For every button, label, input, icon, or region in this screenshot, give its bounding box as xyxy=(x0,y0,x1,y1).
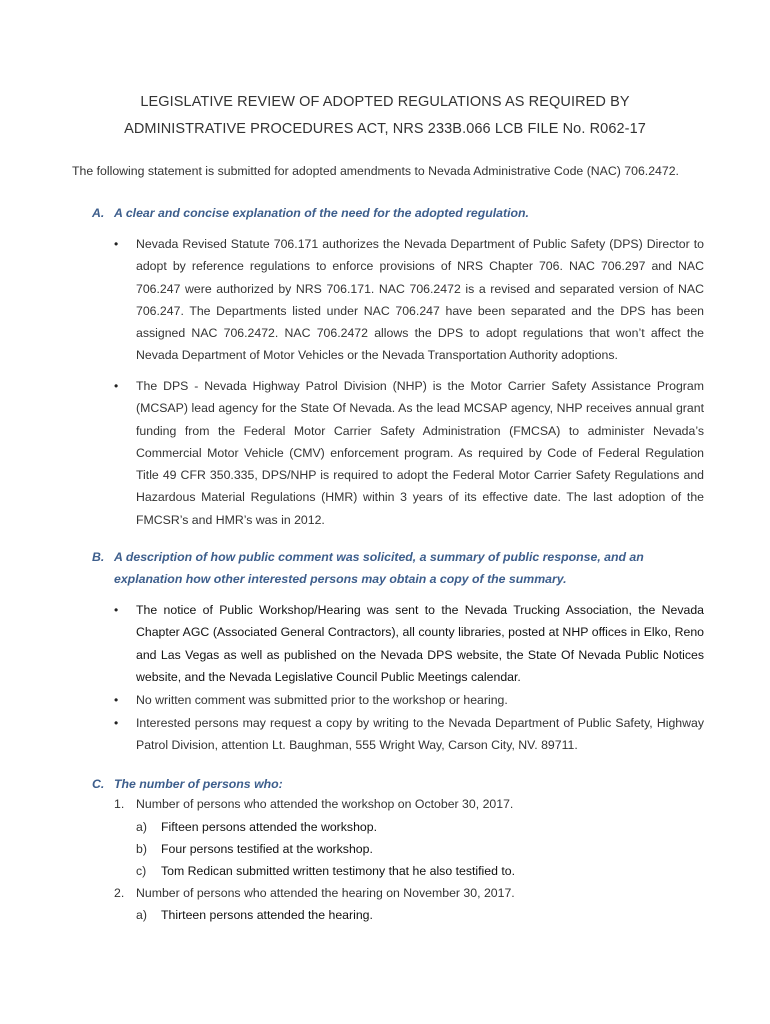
item-number: 1. xyxy=(114,797,125,811)
sub-text: Four persons testified at the workshop. xyxy=(161,842,373,856)
section-a-heading xyxy=(92,202,712,224)
bullet-icon: • xyxy=(114,716,119,730)
section-c-item-1-sub-a xyxy=(136,820,696,834)
section-b-letter: B. xyxy=(92,550,105,564)
section-b-bullet-2-text: No written comment was submitted prior to the workshop or hearing. xyxy=(136,693,508,707)
section-b-bullet-2 xyxy=(114,689,704,711)
sub-text: Fifteen persons attended the workshop. xyxy=(161,820,378,834)
section-b-bullet-3-text: Interested persons may request a copy by writing to the Nevada Department of Public Safety, Highway Patrol Division, attention Lt. Baughman, 555 Wright Way, Carson City, NV. 89711. xyxy=(136,716,704,753)
section-c-item-2-text: Number of persons who attended the hearing on November 30, 2017. xyxy=(136,886,515,900)
section-a-heading-text: A clear and concise explanation of the need for the adopted regulation. xyxy=(114,206,529,220)
section-c-heading-text: The number of persons who: xyxy=(114,777,283,791)
section-a-letter: A. xyxy=(92,206,105,220)
bullet-icon: • xyxy=(114,237,119,251)
sub-letter: a) xyxy=(136,820,147,834)
sub-letter: c) xyxy=(136,864,147,878)
section-c-item-2 xyxy=(114,886,714,900)
section-c-item-1-sub-b xyxy=(136,842,696,856)
document-title-line-1: LEGISLATIVE REVIEW OF ADOPTED REGULATIONS AS REQUIRED BY xyxy=(140,94,630,110)
section-b-heading xyxy=(92,546,712,590)
section-a-bullet-1 xyxy=(114,233,704,367)
section-a-bullet-2-text: The DPS - Nevada Highway Patrol Division (NHP) is the Motor Carrier Safety Assistance Program (MCSAP) lead agency for the State Of Nevada. As the lead MCSAP agency, NHP receives annual grant funding from the Federal Motor Carrier Safety Administration (FMCSA) to administer Nevada’s Commercial Motor Vehicle (CMV) enforcement program. As required by Code of Federal Regulation Title 49 CFR 350.335, DPS/NHP is required to adopt the Federal Motor Carrier Safety Regulations and Hazardous Material Regulations (HMR) within 3 years of its effective date. The last adoption of the FMCSR’s and HMR’s was in 2012. xyxy=(136,379,704,527)
bullet-icon: • xyxy=(114,693,119,707)
sub-letter: a) xyxy=(136,908,147,922)
section-b-heading-line-2: explanation how other interested persons may obtain a copy of the summary. xyxy=(114,572,567,586)
section-c-item-1 xyxy=(114,797,714,811)
document-title-line-2: ADMINISTRATIVE PROCEDURES ACT, NRS 233B.066 LCB FILE No. R062-17 xyxy=(124,121,646,137)
item-number: 2. xyxy=(114,886,125,900)
section-b-heading-line-1: A description of how public comment was solicited, a summary of public response, and an xyxy=(114,550,644,564)
sub-letter: b) xyxy=(136,842,147,856)
section-b-bullet-1 xyxy=(114,599,704,688)
section-a-bullet-1-text: Nevada Revised Statute 706.171 authorizes the Nevada Department of Public Safety (DPS) Director to adopt by reference regulations to enforce provisions of NRS Chapter 706. NAC 706.297 and NAC 706.247 were authorized by NRS 706.171. NAC 706.2472 is a revised and separated version of NAC 706.247. The Departments listed under NAC 706.247 have been separated and the DPS has been assigned NAC 706.2472. NAC 706.2472 allows the DPS to adopt regulations that won’t affect the Nevada Department of Motor Vehicles or the Nevada Transportation Authority adoptions. xyxy=(136,237,704,363)
section-b-bullet-3 xyxy=(114,712,704,757)
section-c-item-1-sub-c xyxy=(136,864,696,878)
bullet-icon: • xyxy=(114,379,119,393)
section-c-item-1-text: Number of persons who attended the workshop on October 30, 2017. xyxy=(136,797,514,811)
section-a-bullet-2 xyxy=(114,375,704,531)
bullet-icon: • xyxy=(114,603,119,617)
sub-text: Tom Redican submitted written testimony that he also testified to. xyxy=(161,864,516,878)
sub-text: Thirteen persons attended the hearing. xyxy=(161,908,373,922)
section-b-bullet-1-text: The notice of Public Workshop/Hearing was sent to the Nevada Trucking Association, the Nevada Chapter AGC (Associated General Contractors), all county libraries, posted at NHP offices in Elko, Reno and Las Vegas as well as published on the Nevada DPS website, the State Of Nevada Public Notices website, and the Nevada Legislative Council Public Meetings calendar. xyxy=(136,603,704,684)
section-c-heading xyxy=(92,773,712,795)
intro-statement: The following statement is submitted for adopted amendments to Nevada Administrative Code (NAC) 706.2472. xyxy=(72,164,679,178)
section-c-item-2-sub-a xyxy=(136,908,696,922)
section-c-letter: C. xyxy=(92,777,105,791)
